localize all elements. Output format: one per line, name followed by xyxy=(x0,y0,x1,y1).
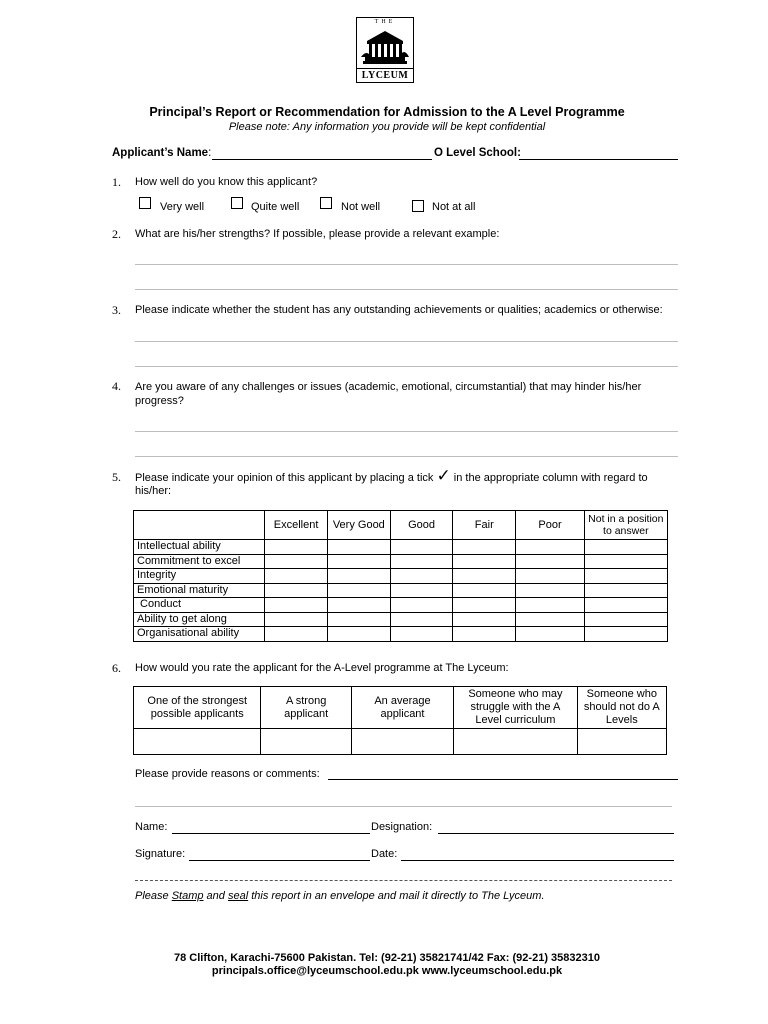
opinion-row-label: Emotional maturity xyxy=(134,583,265,598)
o-level-school-field[interactable] xyxy=(519,159,678,160)
o-level-school-label: O Level School: xyxy=(434,147,521,159)
opinion-cell[interactable] xyxy=(390,627,452,642)
opinion-cell[interactable] xyxy=(327,540,390,555)
opinion-row-label: Ability to get along xyxy=(134,612,265,627)
opinion-cell[interactable] xyxy=(265,598,327,613)
q1-text: How well do you know this applicant? xyxy=(135,176,318,188)
rating-col-should-not: Someone who should not do A Levels xyxy=(577,687,666,729)
opinion-cell[interactable] xyxy=(516,569,584,584)
option-very-well-label: Very well xyxy=(160,201,205,213)
footer-address: 78 Clifton, Karachi-75600 Pakistan. Tel: (92-21) 35821741/42 Fax: (92-21) 35832310 xyxy=(174,952,600,964)
checkbox-quite-well[interactable] xyxy=(231,197,243,209)
q2-answer-line-2[interactable] xyxy=(135,289,678,290)
opinion-row-label: Commitment to excel xyxy=(134,554,265,569)
opinion-cell[interactable] xyxy=(453,540,516,555)
logo-the-text: THE xyxy=(374,19,396,25)
q5-number: 5. xyxy=(112,470,121,484)
opinion-row-label: Organisational ability xyxy=(134,627,265,642)
q5-text-line-2: his/her: xyxy=(135,485,172,497)
opinion-cell[interactable] xyxy=(390,554,452,569)
reasons-line-2[interactable] xyxy=(135,806,672,807)
checkbox-very-well[interactable] xyxy=(139,197,151,209)
footer-contact: principals.office@lyceumschool.edu.pk www.lyceumschool.edu.pk xyxy=(211,965,563,977)
opinion-cell[interactable] xyxy=(584,569,667,584)
reasons-label: Please provide reasons or comments: xyxy=(135,768,320,780)
opinion-cell[interactable] xyxy=(390,569,452,584)
opinion-col-fair: Fair xyxy=(453,511,516,540)
opinion-cell[interactable] xyxy=(327,627,390,642)
opinion-cell[interactable] xyxy=(516,612,584,627)
opinion-cell[interactable] xyxy=(516,554,584,569)
q1-number: 1. xyxy=(112,175,121,189)
date-field[interactable] xyxy=(401,860,674,861)
q4-answer-line-1[interactable] xyxy=(135,431,678,432)
opinion-row-label: Intellectual ability xyxy=(134,540,265,555)
opinion-cell[interactable] xyxy=(265,583,327,598)
name-label: Name: xyxy=(135,821,168,833)
checkbox-not-at-all[interactable] xyxy=(412,200,424,212)
opinion-cell[interactable] xyxy=(516,540,584,555)
rating-cell-strong[interactable] xyxy=(261,729,351,755)
opinion-table-row xyxy=(134,569,668,584)
opinion-cell[interactable] xyxy=(390,583,452,598)
opinion-table-row xyxy=(134,598,668,613)
opinion-col-poor: Poor xyxy=(516,511,584,540)
building-icon xyxy=(361,27,409,65)
lyceum-logo xyxy=(356,17,414,83)
option-not-at-all-label: Not at all xyxy=(432,201,476,213)
opinion-cell[interactable] xyxy=(584,540,667,555)
opinion-cell[interactable] xyxy=(516,627,584,642)
rating-cell-strongest[interactable] xyxy=(134,729,261,755)
opinion-cell[interactable] xyxy=(265,627,327,642)
tick-icon: ✓ xyxy=(436,466,451,486)
opinion-cell[interactable] xyxy=(390,612,452,627)
opinion-cell[interactable] xyxy=(327,598,390,613)
q3-answer-line-2[interactable] xyxy=(135,366,678,367)
applicant-name-label: Applicant’s Name: xyxy=(112,147,212,159)
opinion-cell[interactable] xyxy=(584,554,667,569)
opinion-cell[interactable] xyxy=(265,569,327,584)
rating-table-answer-row xyxy=(134,729,667,755)
reasons-field[interactable] xyxy=(328,779,678,780)
opinion-cell[interactable] xyxy=(516,583,584,598)
q6-text: How would you rate the applicant for the A-Level programme at The Lyceum: xyxy=(135,662,509,674)
opinion-table-header xyxy=(134,511,668,540)
mailing-instruction: Please Stamp and seal this report in an envelope and mail it directly to The Lyceum. xyxy=(135,890,545,902)
option-not-well-label: Not well xyxy=(341,201,381,213)
page-title: Principal’s Report or Recommendation for Admission to the A Level Programme xyxy=(149,105,625,119)
rating-col-strongest: One of the strongest possible applicants xyxy=(134,687,261,729)
opinion-cell[interactable] xyxy=(327,554,390,569)
dashed-separator xyxy=(135,880,672,881)
option-quite-well-label: Quite well xyxy=(251,201,300,213)
opinion-cell[interactable] xyxy=(390,540,452,555)
q6-number: 6. xyxy=(112,661,121,675)
date-label: Date: xyxy=(371,848,398,860)
opinion-table-row xyxy=(134,540,668,555)
q4-text-line-1: Are you aware of any challenges or issues (academic, emotional, circumstantial) that may hinder his/her xyxy=(135,381,642,393)
rating-cell-average[interactable] xyxy=(351,729,453,755)
opinion-cell[interactable] xyxy=(453,598,516,613)
rating-col-may-struggle: Someone who may struggle with the A Level curriculum xyxy=(454,687,577,729)
q2-number: 2. xyxy=(112,227,121,241)
name-field[interactable] xyxy=(172,833,370,834)
opinion-table-row xyxy=(134,627,668,642)
opinion-row-label: Conduct xyxy=(134,598,265,613)
opinion-header-blank xyxy=(134,511,265,540)
signature-label: Signature: xyxy=(135,848,186,860)
signature-field[interactable] xyxy=(189,860,370,861)
rating-cell-may-struggle[interactable] xyxy=(454,729,577,755)
opinion-cell[interactable] xyxy=(453,627,516,642)
q2-answer-line-1[interactable] xyxy=(135,264,678,265)
q4-text-line-2: progress? xyxy=(135,395,184,407)
opinion-cell[interactable] xyxy=(453,612,516,627)
opinion-row-label: Integrity xyxy=(134,569,265,584)
rating-table-header xyxy=(134,687,667,729)
opinion-cell[interactable] xyxy=(584,583,667,598)
designation-field[interactable] xyxy=(438,833,674,834)
opinion-cell[interactable] xyxy=(390,598,452,613)
rating-col-average: An average applicant xyxy=(351,687,453,729)
q3-text: Please indicate whether the student has any outstanding achievements or qualities; academics or otherwise: xyxy=(135,304,663,316)
opinion-cell[interactable] xyxy=(584,612,667,627)
opinion-col-very-good: Very Good xyxy=(327,511,390,540)
opinion-table-row xyxy=(134,554,668,569)
opinion-table xyxy=(133,510,668,642)
rating-table xyxy=(133,686,667,755)
opinion-table-row xyxy=(134,583,668,598)
opinion-table-row xyxy=(134,612,668,627)
opinion-cell[interactable] xyxy=(327,569,390,584)
opinion-cell[interactable] xyxy=(265,554,327,569)
q3-number: 3. xyxy=(112,303,121,317)
q4-answer-line-2[interactable] xyxy=(135,456,678,457)
q5-text-line-1: Please indicate your opinion of this applicant by placing a tick ✓ in the appropriate column with regard to xyxy=(135,466,648,486)
q4-number: 4. xyxy=(112,379,121,393)
rating-col-strong: A strong applicant xyxy=(261,687,351,729)
opinion-cell[interactable] xyxy=(327,583,390,598)
confidential-note: Please note: Any information you provide will be kept confidential xyxy=(228,121,546,133)
opinion-cell[interactable] xyxy=(516,598,584,613)
opinion-cell[interactable] xyxy=(327,612,390,627)
designation-label: Designation: xyxy=(371,821,433,833)
opinion-col-excellent: Excellent xyxy=(265,511,327,540)
logo-name: LYCEUM xyxy=(357,68,413,81)
opinion-cell[interactable] xyxy=(584,598,667,613)
opinion-cell[interactable] xyxy=(453,583,516,598)
opinion-cell[interactable] xyxy=(453,554,516,569)
checkbox-not-well[interactable] xyxy=(320,197,332,209)
q2-text: What are his/her strengths? If possible, please provide a relevant example: xyxy=(135,228,500,240)
opinion-cell[interactable] xyxy=(265,540,327,555)
opinion-col-not-in-position: Not in a position to answer xyxy=(584,511,667,540)
opinion-cell[interactable] xyxy=(265,612,327,627)
rating-cell-should-not[interactable] xyxy=(577,729,666,755)
q3-answer-line-1[interactable] xyxy=(135,341,678,342)
opinion-cell[interactable] xyxy=(453,569,516,584)
applicant-name-field[interactable] xyxy=(212,159,432,160)
opinion-col-good: Good xyxy=(390,511,452,540)
opinion-cell[interactable] xyxy=(584,627,667,642)
